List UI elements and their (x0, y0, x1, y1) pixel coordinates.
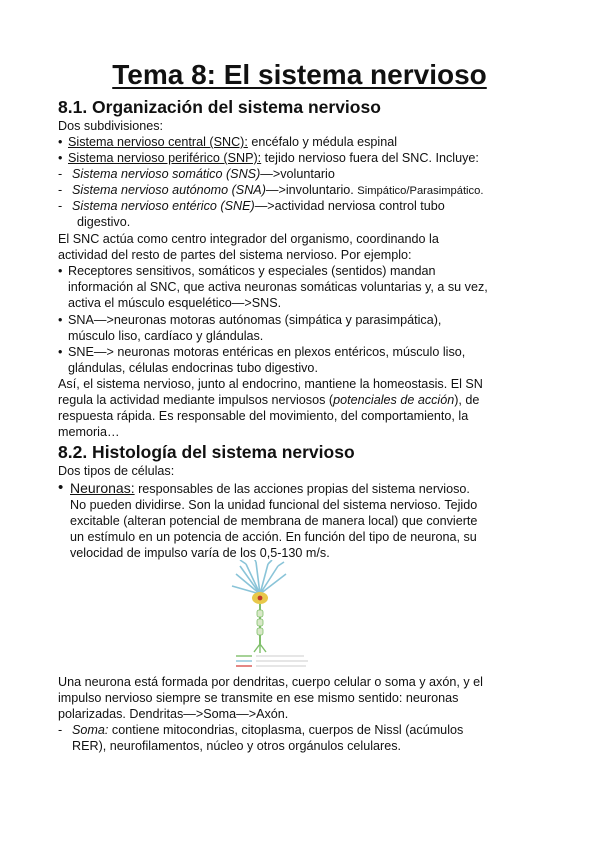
paragraph-line: un estímulo en un potencia de acción. En función del tipo de neurona, su (70, 530, 477, 544)
paragraph-line: excitable (alteran potencial de membrana de manera local) que convierte (70, 514, 478, 528)
sna-label: Sistema nervioso autónomo (SNA) (72, 183, 266, 197)
sne-label: Sistema nervioso entérico (SNE) (72, 199, 255, 213)
paragraph-line (58, 392, 479, 408)
bullet-dot: • (58, 345, 63, 359)
text-run: ), de (454, 393, 480, 407)
text-run: contiene mitocondrias, citoplasma, cuerpos de Nissl (acúmulos (108, 723, 464, 737)
soma-line-2: RER), neurofilamentos, núcleo y otros orgánulos celulares. (72, 739, 401, 753)
section-heading-8-1: 8.1. Organización del sistema nervioso (58, 97, 381, 117)
dash-bullet: - (58, 199, 63, 213)
bullet-line: SNE—> neuronas motoras entéricas en plexos entéricos, músculo liso, (68, 345, 466, 359)
italic-run: potenciales de acción (333, 393, 455, 407)
paragraph-line: respuesta rápida. Es responsable del movimiento, del comportamiento, la (58, 409, 469, 423)
bullet-line: glándulas, células endocrinas tubo digestivo. (68, 361, 318, 375)
sna-text: —>involuntario. (265, 183, 358, 197)
bullet-dot: • (58, 313, 63, 327)
sna-line (72, 182, 483, 199)
soma-label: Soma: (72, 723, 109, 737)
soma-line (72, 722, 463, 738)
text-run: responsables de las acciones propias del sistema nervioso. (134, 482, 470, 496)
paragraph-line: impulso nervioso siempre se transmite en ese mismo sentido: neuronas (58, 691, 459, 705)
legend (236, 656, 308, 666)
bullet-dot: • (58, 151, 63, 165)
snp-line (68, 150, 479, 166)
neuronas-label: Neuronas: (70, 480, 135, 496)
dash-bullet: - (58, 183, 63, 197)
neuronas-line (70, 480, 470, 497)
paragraph-line: Así, el sistema nervioso, junto al endocrino, mantiene la homeostasis. El SN (58, 377, 483, 391)
sna-small: Simpático/Parasimpático. (357, 185, 484, 197)
paragraph-line: polarizadas. Dendritas—>Soma—>Axón. (58, 707, 289, 721)
bullet-dot: • (58, 264, 63, 278)
sne-line (72, 198, 445, 214)
text-run: regula la actividad mediante impulsos nerviosos ( (58, 393, 334, 407)
bullet-line: Receptores sensitivos, somáticos y especiales (sentidos) mandan (68, 264, 436, 278)
page-title: Tema 8: El sistema nervioso (112, 59, 487, 90)
snp-label: Sistema nervioso periférico (SNP): (68, 151, 262, 165)
bullet-line: músculo liso, cardíaco y glándulas. (68, 329, 264, 343)
sne-text: —>actividad nerviosa control tubo (254, 199, 445, 213)
neuron-illustration (226, 560, 376, 672)
dash-bullet: - (58, 167, 63, 181)
paragraph-line: Una neurona está formada por dendritas, cuerpo celular o soma y axón, y el (58, 675, 483, 689)
snc-label: Sistema nervioso central (SNC): (68, 135, 248, 149)
snc-line (68, 134, 397, 150)
section-heading-8-2: 8.2. Histología del sistema nervioso (58, 442, 355, 462)
axon-terminals (254, 644, 266, 653)
bullet-dot: • (58, 479, 64, 496)
paragraph-line: El SNC actúa como centro integrador del organismo, coordinando la (58, 232, 439, 246)
sns-text: —>voluntario (260, 167, 335, 181)
nucleus (258, 596, 263, 601)
dendrites (232, 560, 286, 594)
bullet-line: información al SNC, que activa neuronas somáticas voluntarias y, a su vez, (68, 280, 488, 294)
snp-text: tejido nervioso fuera del SNC. Incluye: (261, 151, 479, 165)
paragraph-line: actividad del resto de partes del sistema nervioso. Por ejemplo: (58, 248, 412, 262)
sec2-intro: Dos tipos de células: (58, 464, 175, 478)
paragraph-line: memoria… (58, 425, 120, 439)
bullet-dot: • (58, 135, 63, 149)
bullet-line: activa el músculo esquelético—>SNS. (68, 296, 282, 310)
sne-line-2: digestivo. (77, 215, 131, 229)
myelin-sheath (257, 610, 263, 635)
sec1-intro: Dos subdivisiones: (58, 119, 163, 133)
sns-label: Sistema nervioso somático (SNS) (72, 167, 261, 181)
paragraph-line: No pueden dividirse. Son la unidad funcional del sistema nervioso. Tejido (70, 498, 478, 512)
sns-line (72, 166, 335, 182)
bullet-line: SNA—>neuronas motoras autónomas (simpática y parasimpática), (68, 313, 442, 327)
snc-text: encéfalo y médula espinal (247, 135, 397, 149)
paragraph-line: velocidad de impulso varía de los 0,5-130 m/s. (70, 546, 330, 560)
dash-bullet: - (58, 723, 63, 737)
